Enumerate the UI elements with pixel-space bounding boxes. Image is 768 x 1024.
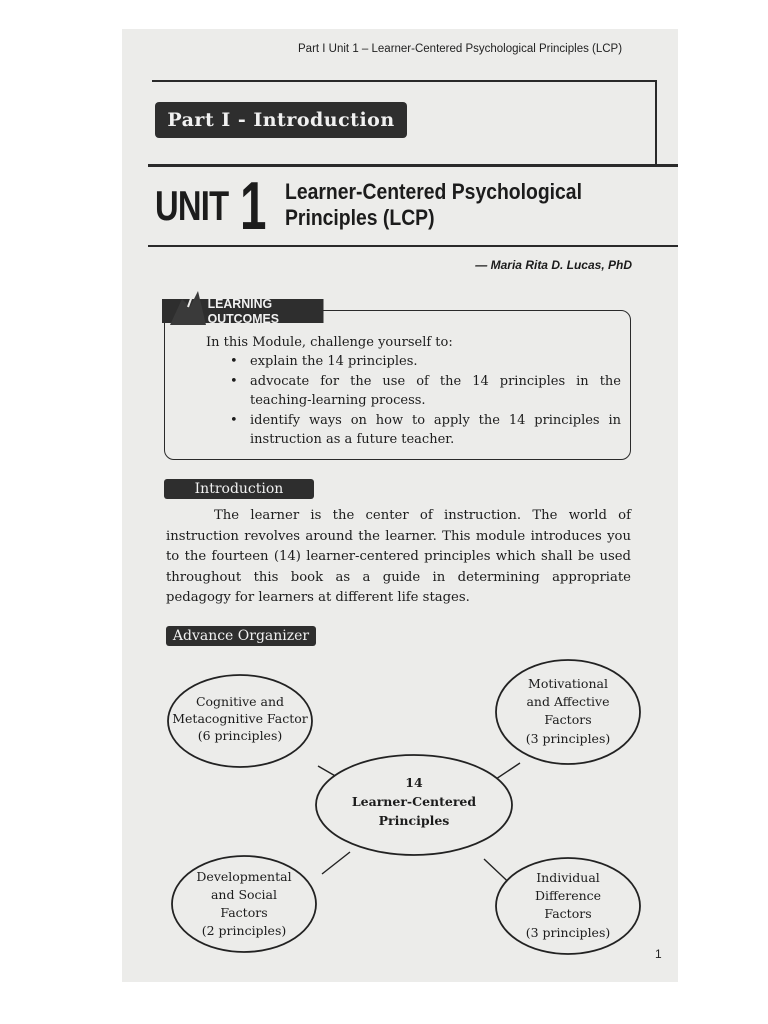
individual-node-text: Factors [544, 906, 592, 921]
advance-organizer-diagram [122, 29, 678, 982]
motivational-node-text: Factors [544, 712, 592, 727]
page-number: 1 [655, 947, 662, 961]
list-item: • advocate for the use of the 14 principles in the teaching-learning process. [230, 373, 621, 408]
developmental-node-text: and Social [210, 887, 278, 902]
unit-title-line-1: Learner-Centered Psychological [285, 179, 582, 204]
running-header: Part I Unit 1 – Learner-Centered Psychological Principles (LCP) [298, 43, 623, 55]
center-node-text-2: Learner-Centered [351, 794, 477, 809]
individual-node-text: Difference [534, 888, 602, 903]
center-node-text-1: 14 [405, 775, 423, 790]
developmental-node-text: (2 principles) [201, 923, 287, 938]
unit-label: UNIT [155, 182, 229, 229]
motivational-node-text: Motivational [528, 676, 608, 691]
author-credit: — Maria Rita D. Lucas, PhD [475, 258, 632, 272]
cognitive-node-text: Cognitive and [195, 694, 285, 709]
motivational-node-text: (3 principles) [525, 731, 611, 746]
part-banner: Part I - Introduction [155, 102, 407, 138]
introduction-heading: Introduction [164, 479, 314, 499]
list-item: • identify ways on how to apply the 14 principles in instruction as a future teacher. [230, 412, 621, 447]
learning-outcomes-intro: In this Module, challenge yourself to: [206, 335, 453, 350]
cognitive-node-text: Metacognitive Factor [172, 711, 308, 726]
developmental-node-text: Developmental [196, 869, 292, 884]
book-page [122, 29, 678, 982]
developmental-node-text: Factors [220, 905, 268, 920]
unit-number: 1 [240, 168, 267, 244]
introduction-body: The learner is the center of instruction. The world of instruction revolves around the learner. This module introduces you to the fourteen (14) learner-centered principles which shall be used throughout this book as a guide in determining appropriate pedagogy for learners at different life stages. [166, 508, 631, 605]
center-node-text-3: Principles [378, 813, 450, 828]
unit-title-line-2: Principles (LCP) [285, 205, 435, 230]
cognitive-node-text: (6 principles) [197, 728, 283, 743]
individual-node-text: Individual [536, 870, 600, 885]
learning-outcomes-heading: LEARNING OUTCOMES [162, 299, 324, 323]
advance-organizer-heading: Advance Organizer [166, 626, 316, 646]
list-item: • explain the 14 principles. [230, 354, 418, 369]
individual-node-text: (3 principles) [525, 925, 611, 940]
motivational-node-text: and Affective [526, 694, 610, 709]
connector-line [322, 852, 350, 874]
